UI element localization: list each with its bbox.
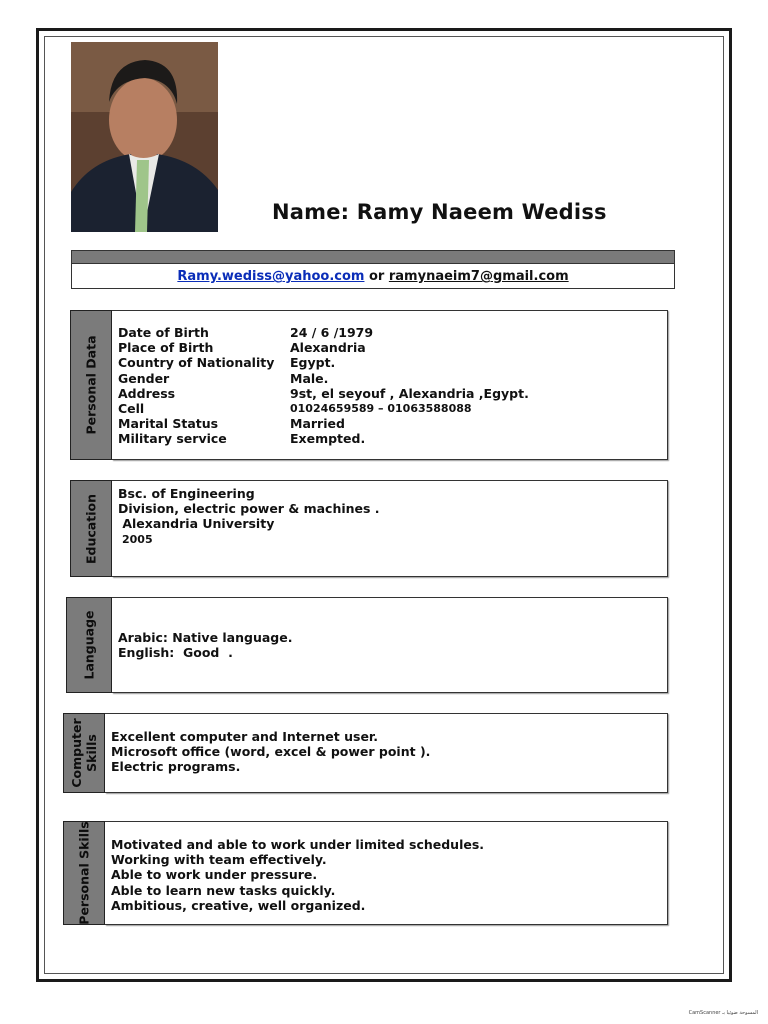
- candidate-name: Name: Ramy Naeem Wediss: [272, 200, 607, 224]
- language-line: Arabic: Native language.: [118, 630, 293, 645]
- kv-value: 9st, el seyouf , Alexandria ,Egypt.: [290, 385, 529, 401]
- scanner-stamp: CamScanner المسوحة ضوئيا بـ: [688, 1010, 758, 1016]
- kv-key: Place of Birth: [118, 340, 214, 356]
- section-body-education: [112, 480, 668, 577]
- section-label-personal-data: Personal Data: [83, 335, 99, 435]
- kv-value: Married: [290, 416, 345, 432]
- kv-value: 24 / 6 /1979: [290, 325, 374, 340]
- section-label-computer-skills: [69, 718, 99, 787]
- education-line: Bsc. of Engineering: [118, 486, 255, 501]
- section-side-computer-skills: [63, 713, 105, 793]
- kv-key: Cell: [118, 401, 145, 417]
- kv-value: Male.: [290, 370, 329, 386]
- email-link-primary[interactable]: Ramy.wediss@yahoo.com: [177, 269, 365, 284]
- section-body-language: [112, 597, 668, 693]
- personal-skill-line: Ambitious, creative, well organized.: [111, 897, 366, 913]
- computer-skill-line: Electric programs.: [111, 759, 241, 775]
- kv-row: [118, 325, 667, 340]
- kv-key: Date of Birth: [118, 325, 209, 340]
- computer-skill-line: Microsoft office (word, excel & power point ).: [111, 744, 431, 760]
- education-line: Division, electric power & machines .: [118, 501, 380, 517]
- section-side-personal-data: [70, 310, 112, 460]
- kv-row: [118, 401, 667, 416]
- section-side-language: [66, 597, 112, 693]
- email-separator: or: [364, 269, 389, 284]
- kv-row: [118, 416, 667, 431]
- section-personal-data: [70, 310, 668, 460]
- kv-key: Gender: [118, 370, 170, 386]
- section-education: [70, 480, 668, 577]
- kv-value: Alexandria: [290, 340, 366, 356]
- kv-value: Egypt.: [290, 355, 336, 371]
- computer-skill-line: Excellent computer and Internet user.: [111, 729, 379, 744]
- profile-photo-illustration: [71, 42, 218, 232]
- contact-emails: [71, 264, 675, 289]
- section-label-line: Computer: [69, 718, 84, 788]
- section-label-education: Education: [83, 493, 99, 564]
- section-label-personal-skills: Personal Skills: [76, 821, 92, 925]
- section-body-personal-skills: [105, 821, 668, 925]
- section-body-computer-skills: [105, 713, 668, 793]
- kv-key: Military service: [118, 431, 227, 447]
- section-computer-skills: [63, 713, 668, 793]
- section-label-line: Skills: [84, 734, 99, 772]
- language-line: English: Good .: [118, 645, 233, 661]
- education-line: Alexandria University: [118, 516, 275, 532]
- section-body-personal-data: [112, 310, 668, 460]
- kv-value: Exempted.: [290, 431, 366, 447]
- personal-skill-line: Working with team effectively.: [111, 852, 327, 868]
- kv-row: [118, 371, 667, 386]
- education-year: 2005: [122, 532, 153, 546]
- kv-key: Marital Status: [118, 416, 219, 432]
- kv-key: Address: [118, 385, 176, 401]
- section-side-education: [70, 480, 112, 577]
- kv-key: Country of Nationality: [118, 355, 275, 371]
- kv-value: 01024659589 – 01063588088: [290, 402, 472, 416]
- kv-row: [118, 340, 667, 355]
- kv-row: [118, 386, 667, 401]
- section-personal-skills: [63, 821, 668, 925]
- personal-skill-line: Motivated and able to work under limited schedules.: [111, 837, 485, 852]
- personal-skill-line: Able to work under pressure.: [111, 867, 318, 883]
- section-language: [66, 597, 668, 693]
- contact-header-bar: [71, 250, 675, 264]
- section-side-personal-skills: [63, 821, 105, 925]
- kv-row: [118, 431, 667, 446]
- personal-skill-line: Able to learn new tasks quickly.: [111, 882, 336, 898]
- section-label-language: Language: [81, 610, 97, 680]
- email-link-secondary[interactable]: ramynaeim7@gmail.com: [388, 269, 569, 284]
- profile-photo: [71, 42, 218, 232]
- kv-row: [118, 355, 667, 370]
